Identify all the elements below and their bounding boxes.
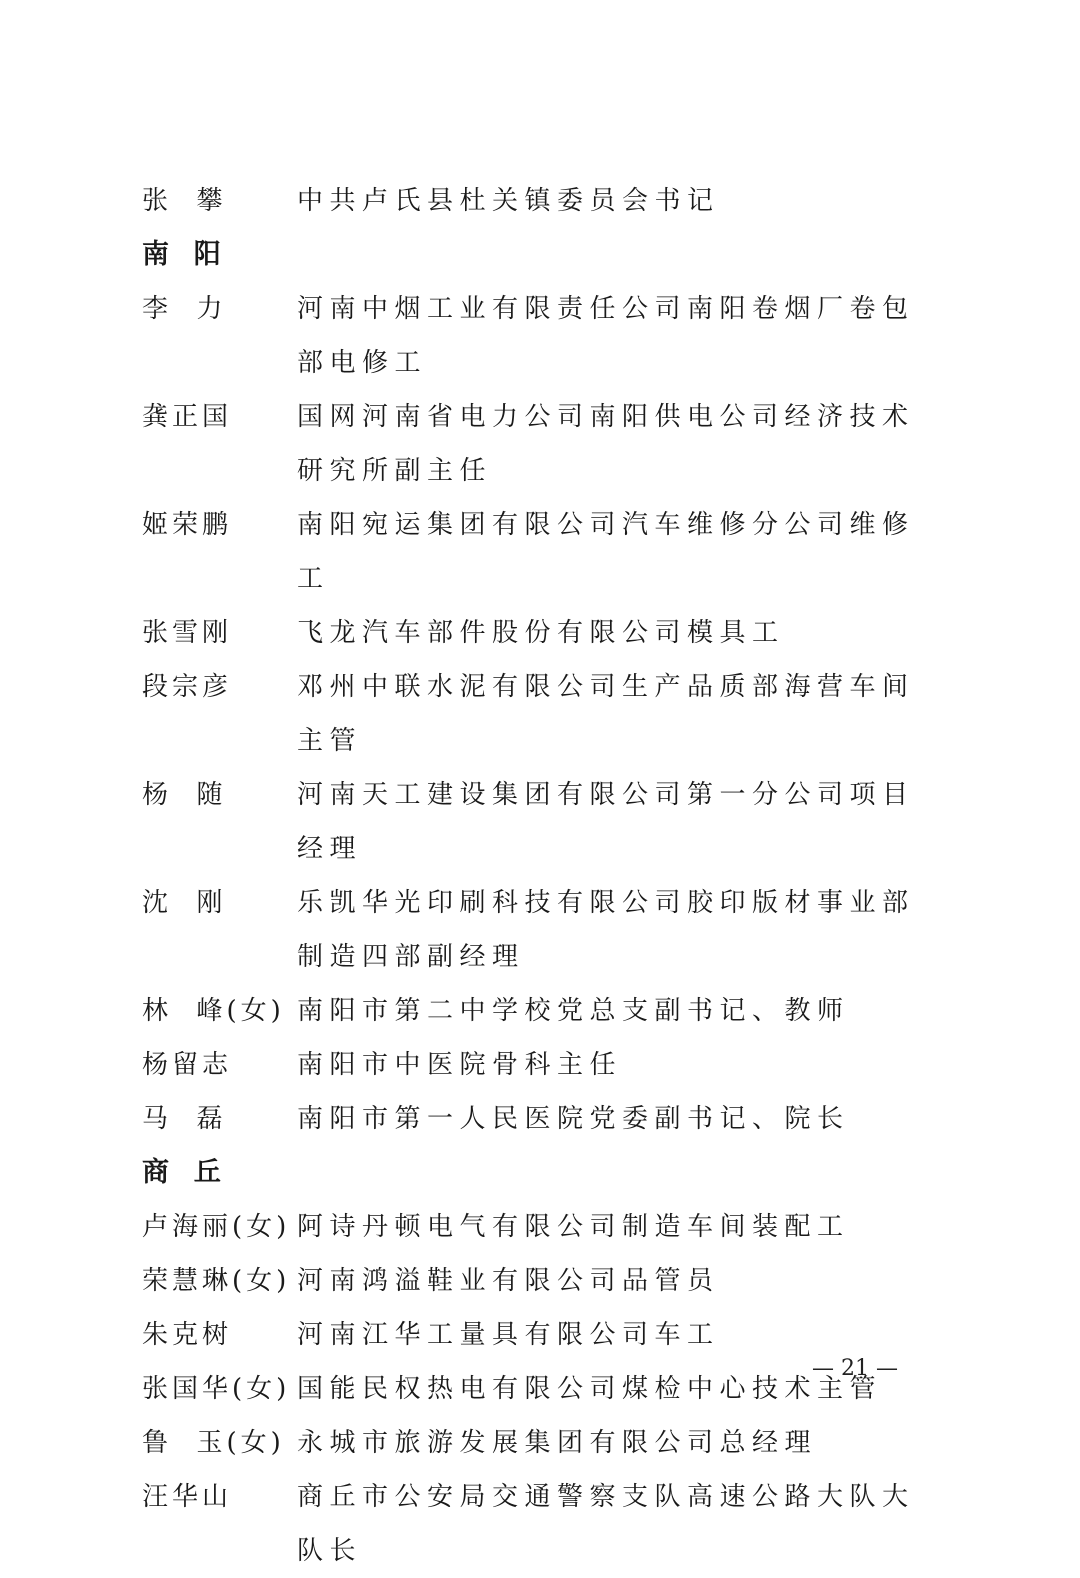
list-item xyxy=(142,498,942,606)
person-title: 南阳宛运集团有限公司汽车维修分公司维修工 xyxy=(297,510,915,594)
person-name: 荣慧琳(女) xyxy=(142,1266,291,1296)
person-title: 乐凯华光印刷科技有限公司胶印版材事业部制造四部副经理 xyxy=(297,888,915,972)
person-title: 国网河南省电力公司南阳供电公司经济技术研究所副主任 xyxy=(297,402,915,486)
person-title: 飞龙汽车部件股份有限公司模具工 xyxy=(297,618,785,648)
list-item xyxy=(142,1092,942,1146)
list-item xyxy=(142,1200,942,1254)
person-title: 南阳市中医院骨科主任 xyxy=(297,1050,623,1080)
person-title: 阿诗丹顿电气有限公司制造车间装配工 xyxy=(297,1212,850,1242)
list-item xyxy=(142,984,942,1038)
person-name: 马 磊 xyxy=(142,1104,227,1134)
section-heading-shangqiu: 商 丘 xyxy=(142,1157,223,1188)
list-item xyxy=(142,174,942,228)
person-name: 张 攀 xyxy=(142,186,227,216)
list-item xyxy=(142,390,942,498)
person-title: 河南天工建设集团有限公司第一分公司项目经理 xyxy=(297,780,915,864)
person-title: 河南鸿溢鞋业有限公司品管员 xyxy=(297,1266,720,1296)
person-name: 姬荣鹏 xyxy=(142,510,233,540)
person-name: 汪华山 xyxy=(142,1482,233,1512)
person-name: 朱克树 xyxy=(142,1320,233,1350)
person-name: 鲁 玉(女) xyxy=(142,1428,285,1458)
section-heading-nanyang: 南 阳 xyxy=(142,239,223,270)
person-name: 林 峰(女) xyxy=(142,996,285,1026)
person-title: 永城市旅游发展集团有限公司总经理 xyxy=(297,1428,818,1458)
list-item xyxy=(142,606,942,660)
person-name: 杨 随 xyxy=(142,780,227,810)
person-name: 龚正国 xyxy=(142,402,233,432)
list-item xyxy=(142,660,942,768)
list-item xyxy=(142,282,942,390)
person-title: 河南中烟工业有限责任公司南阳卷烟厂卷包部电修工 xyxy=(297,294,915,378)
person-title: 商丘市公安局交通警察支队高速公路大队大队长 xyxy=(297,1482,915,1566)
person-name: 沈 刚 xyxy=(142,888,227,918)
list-item xyxy=(142,1038,942,1092)
person-name: 段宗彦 xyxy=(142,672,233,702)
page-number: — 21 — xyxy=(812,1356,898,1381)
list-item xyxy=(142,1470,942,1578)
list-item xyxy=(142,1308,942,1362)
person-title: 南阳市第二中学校党总支副书记、教师 xyxy=(297,996,850,1026)
person-name: 李 力 xyxy=(142,294,227,324)
person-title: 邓州中联水泥有限公司生产品质部海营车间主管 xyxy=(297,672,915,756)
person-title: 河南江华工量具有限公司车工 xyxy=(297,1320,720,1350)
list-item xyxy=(142,768,942,876)
list-item xyxy=(142,1254,942,1308)
person-name: 张雪刚 xyxy=(142,618,233,648)
person-title: 中共卢氏县杜关镇委员会书记 xyxy=(297,186,720,216)
person-name: 杨留志 xyxy=(142,1050,233,1080)
person-name: 张国华(女) xyxy=(142,1374,291,1404)
list-item xyxy=(142,1416,942,1470)
person-title: 国能民权热电有限公司煤检中心技术主管 xyxy=(297,1374,883,1404)
person-title: 南阳市第一人民医院党委副书记、院长 xyxy=(297,1104,850,1134)
list-item xyxy=(142,876,942,984)
person-name: 卢海丽(女) xyxy=(142,1212,291,1242)
